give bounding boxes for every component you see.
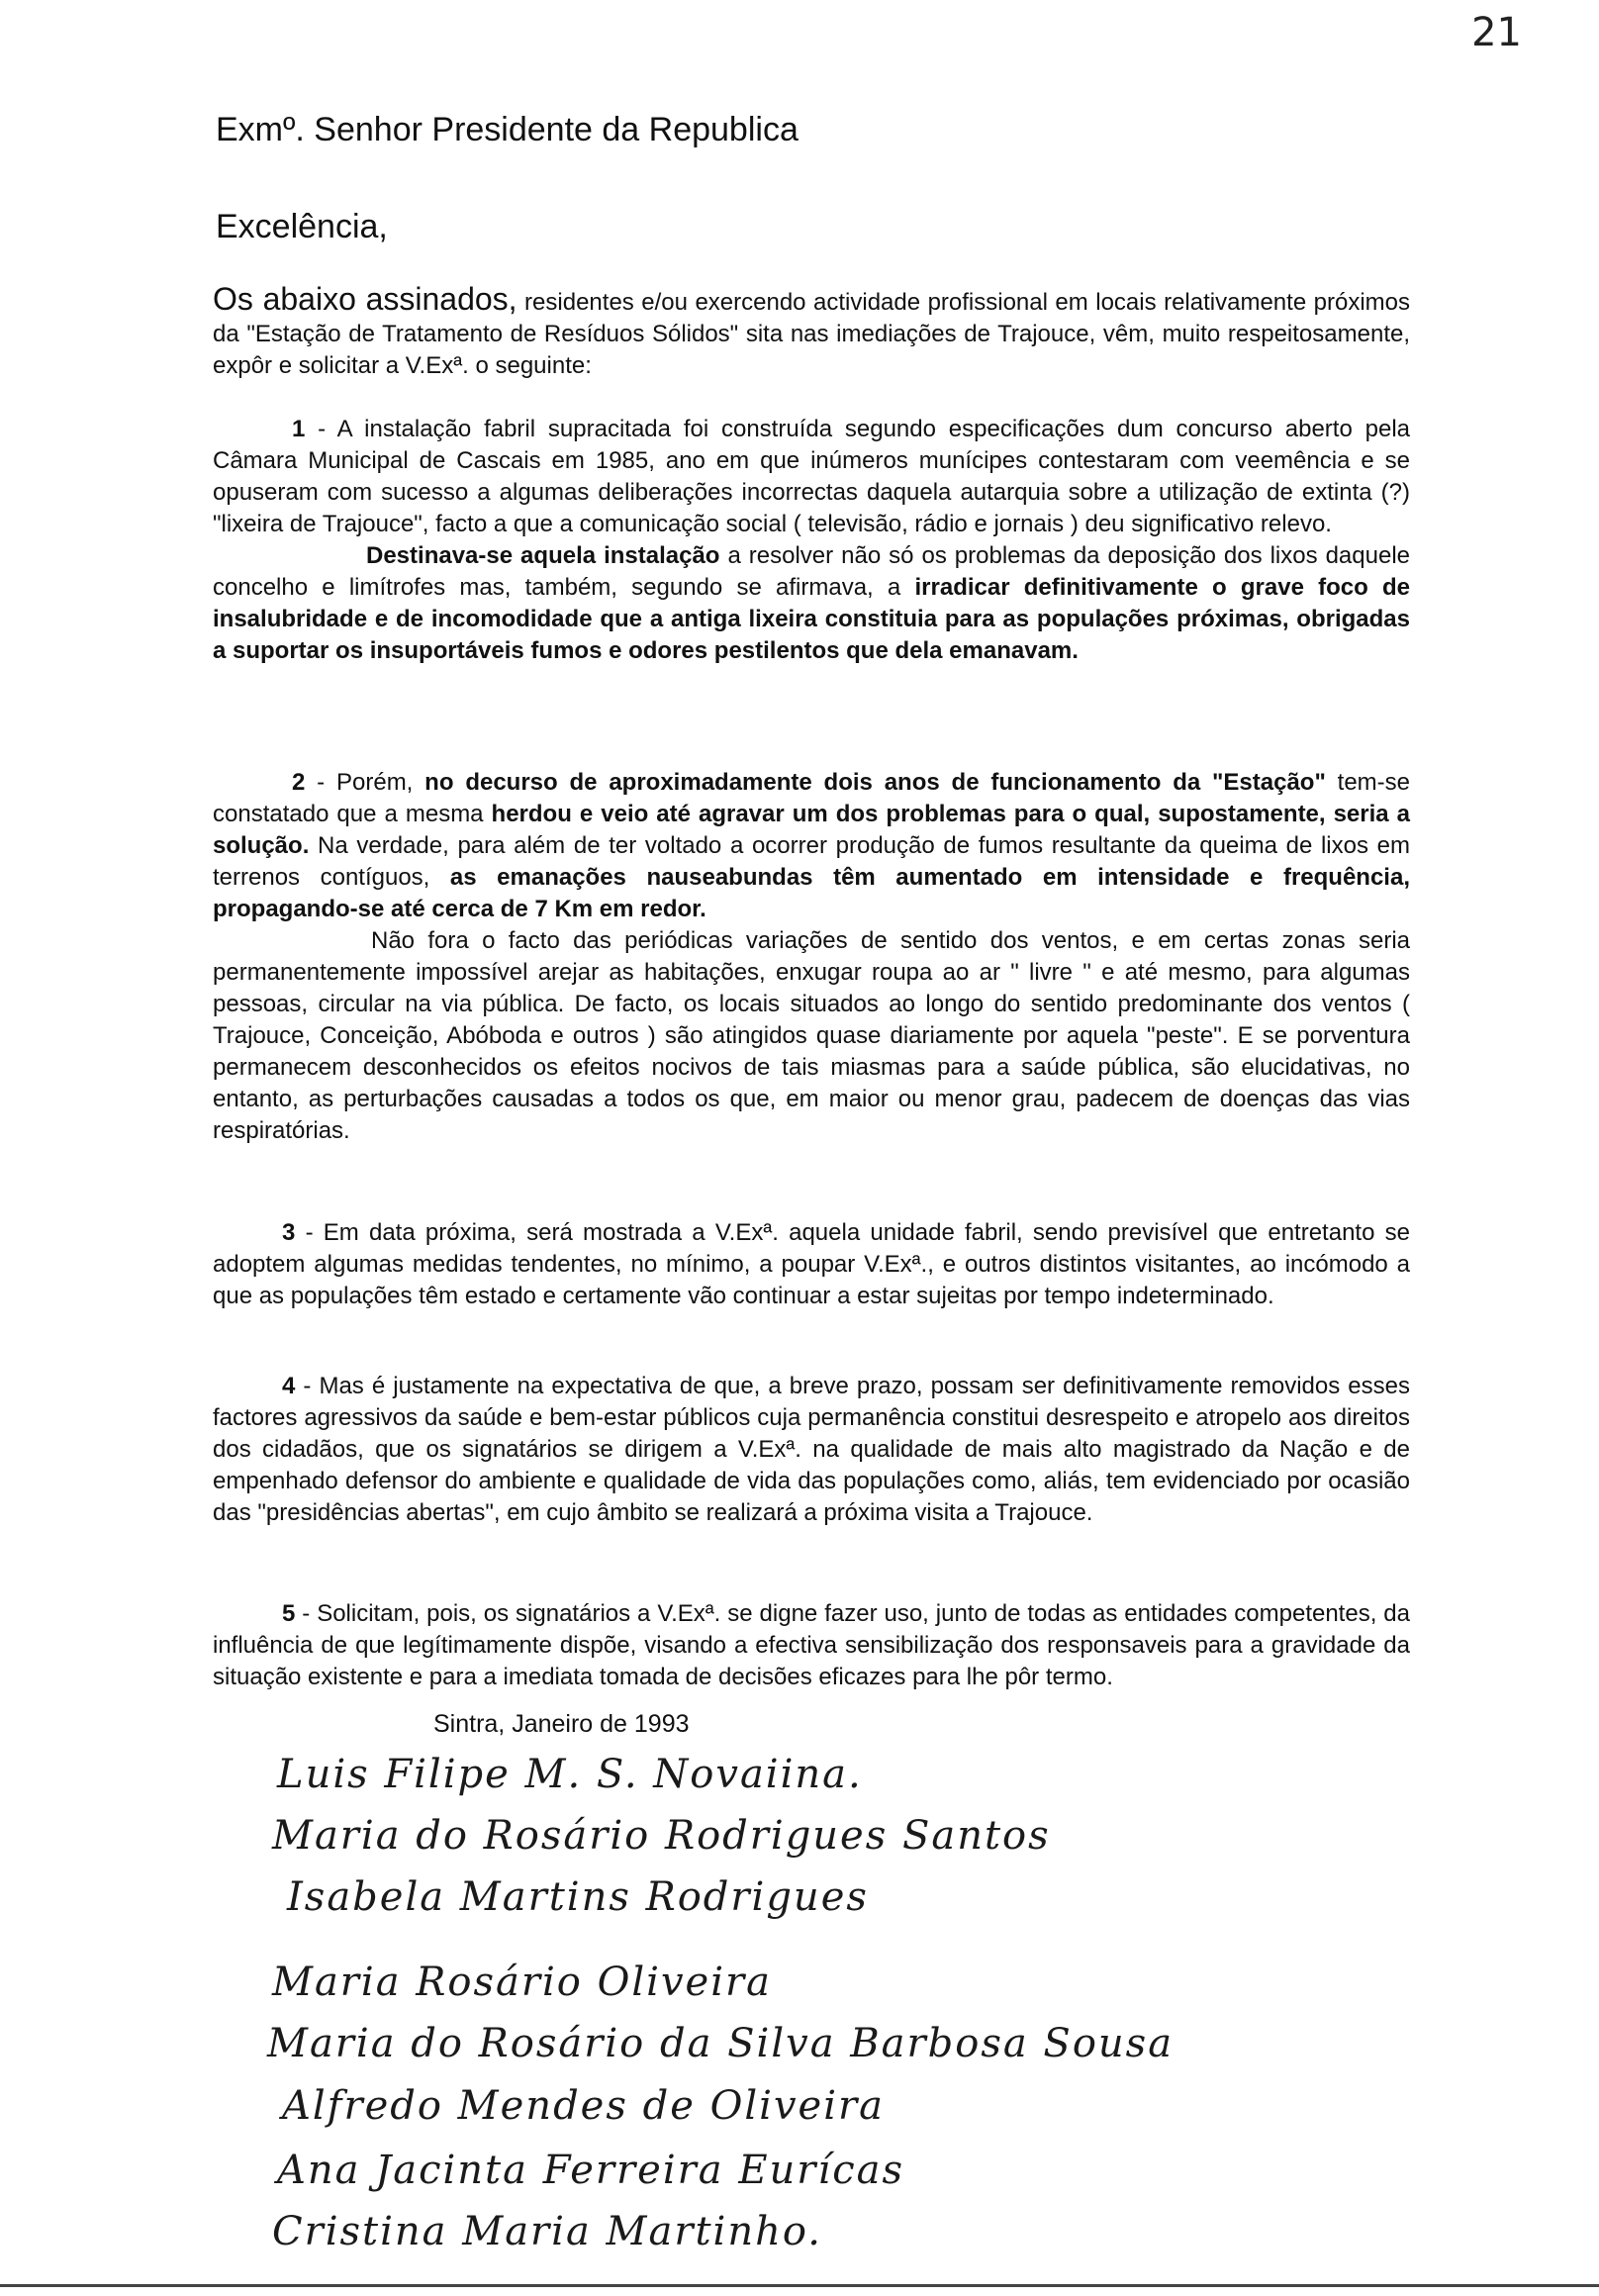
- section-1-sub-text: a resolver não só os problemas da deposição dos lixos daquele concelho e limítrofes mas, também, segundo se afirmava, a: [213, 542, 1410, 601]
- signature: Maria do Rosário Rodrigues Santos: [272, 1813, 1051, 1859]
- signature: Ana Jacinta Ferreira Eurícas: [277, 2148, 904, 2193]
- section-2-text-2: tem-se constatado que a mesma: [213, 769, 1410, 827]
- intro-paragraph: [213, 283, 1410, 382]
- date-line: Sintra, Janeiro de 1993: [433, 1710, 690, 1738]
- greeting: Excelência,: [216, 208, 388, 245]
- section-2-bold-2: herdou e veio até agravar um dos problemas para o qual, supostamente, seria a solução.: [213, 801, 1410, 859]
- section-2-number: 2: [292, 769, 306, 796]
- section-2-sub-text: Não fora o facto das periódicas variações de sentido dos ventos, e em certas zonas seria permanentemente impossível arejar as habitações, enxugar roupa ao ar " livre " e até mesmo, para algumas pessoas, circular na via pública. De facto, os locais situados ao longo do sentido predominante dos ventos ( Trajouce, Conceição, Abóboda e outros ) são atingidos quase diariamente por aquela "peste". E se porventura permanecem desconhecidos os efeitos nocivos de tais miasmas para a saúde pública, são elucidativas, no entanto, as perturbações causadas a todos os que, em maior ou menor grau, padecem de doenças das vias respiratórias.: [213, 927, 1410, 1144]
- section-3-number: 3: [282, 1219, 296, 1246]
- signature: Alfredo Mendes de Oliveira: [282, 2083, 885, 2129]
- signature: Cristina Maria Martinho.: [272, 2209, 822, 2254]
- section-2-text-1: - Porém,: [305, 769, 425, 796]
- section-4-number: 4: [282, 1373, 296, 1399]
- section-2-text-3: Na verdade, para além de ter voltado a ocorrer produção de fumos resultante da queima de lixos em terrenos contíguos,: [213, 832, 1410, 891]
- signature: Maria Rosário Oliveira: [272, 1960, 772, 2005]
- section-2: [213, 767, 1410, 1147]
- signature: Isabela Martins Rodrigues: [287, 1874, 869, 1920]
- salutation: Exmº. Senhor Presidente da Republica: [216, 111, 799, 148]
- section-1-number: 1: [292, 416, 306, 442]
- section-4: [213, 1371, 1410, 1529]
- bottom-scan-edge: [0, 2284, 1599, 2287]
- intro-text: residentes e/ou exercendo actividade profissional em locais relativamente próximos da "Estação de Tratamento de Resíduos Sólidos" sita nas imediações de Trajouce, vêm, muito respeitosamente, expôr e solicitar a V.Exª. o seguinte:: [213, 289, 1411, 379]
- section-1-sub-bold-1: Destinava-se aquela instalação: [366, 542, 720, 569]
- section-2-bold-3: as emanações nauseabundas têm aumentado em intensidade e frequência, propagando-se até cerca de 7 Km em redor.: [213, 864, 1410, 922]
- section-3-text: - Em data próxima, será mostrada a V.Exª. aquela unidade fabril, sendo previsível que entretanto se adoptem algumas medidas tendentes, no mínimo, a poupar V.Exª., e outros distintos visitantes, ao incómodo a que as populações têm estado e certamente vão continuar a estar sujeitas por tempo indeterminado.: [213, 1219, 1410, 1309]
- section-1-sub-bold-2: irradicar definitivamente o grave foco de insalubridade e de incomodidade que a antiga lixeira constituia para as populações próximas, obrigadas a suportar os insuportáveis fumos e odores pestilentos que dela emanavam.: [213, 574, 1411, 664]
- section-5-text: - Solicitam, pois, os signatários a V.Exª. se digne fazer uso, junto de todas as entidades competentes, da influência de que legítimamente dispõe, visando a efectiva sensibilização dos responsaveis para a gravidade da situação existente e para a imediata tomada de decisões eficazes para lhe pôr termo.: [213, 1600, 1410, 1690]
- signature: Maria do Rosário da Silva Barbosa Sousa: [267, 2021, 1175, 2066]
- section-2-bold-1: no decurso de aproximadamente dois anos de funcionamento da "Estação": [424, 769, 1326, 796]
- page-number: 21: [1471, 10, 1522, 55]
- section-5-number: 5: [282, 1600, 296, 1627]
- signature: Luis Filipe M. S. Novaiina.: [277, 1752, 863, 1797]
- signature-block: [267, 1742, 1385, 2276]
- section-1: [213, 414, 1410, 667]
- intro-lead: Os abaixo assinados,: [213, 281, 517, 317]
- section-3: [213, 1217, 1410, 1312]
- section-4-text: - Mas é justamente na expectativa de que, a breve prazo, possam ser definitivamente removidos esses factores agressivos da saúde e bem-estar públicos cuja permanência constitui desrespeito e atropelo aos direitos dos cidadãos, que os signatários se dirigem a V.Exª. na qualidade de mais alto magistrado da Nação e de empenhado defensor do ambiente e qualidade de vida das populações como, aliás, tem evidenciado por ocasião das "presidências abertas", em cujo âmbito se realizará a próxima visita a Trajouce.: [213, 1373, 1410, 1526]
- section-5: [213, 1598, 1410, 1693]
- section-1-text: - A instalação fabril supracitada foi construída segundo especificações dum concurso aberto pela Câmara Municipal de Cascais em 1985, ano em que inúmeros munícipes contestaram com veemência e se opuseram com sucesso a algumas deliberações incorrectas daquela autarquia sobre a utilização de extinta (?) "lixeira de Trajouce", facto a que a comunicação social ( televisão, rádio e jornais ) deu significativo relevo.: [213, 416, 1410, 537]
